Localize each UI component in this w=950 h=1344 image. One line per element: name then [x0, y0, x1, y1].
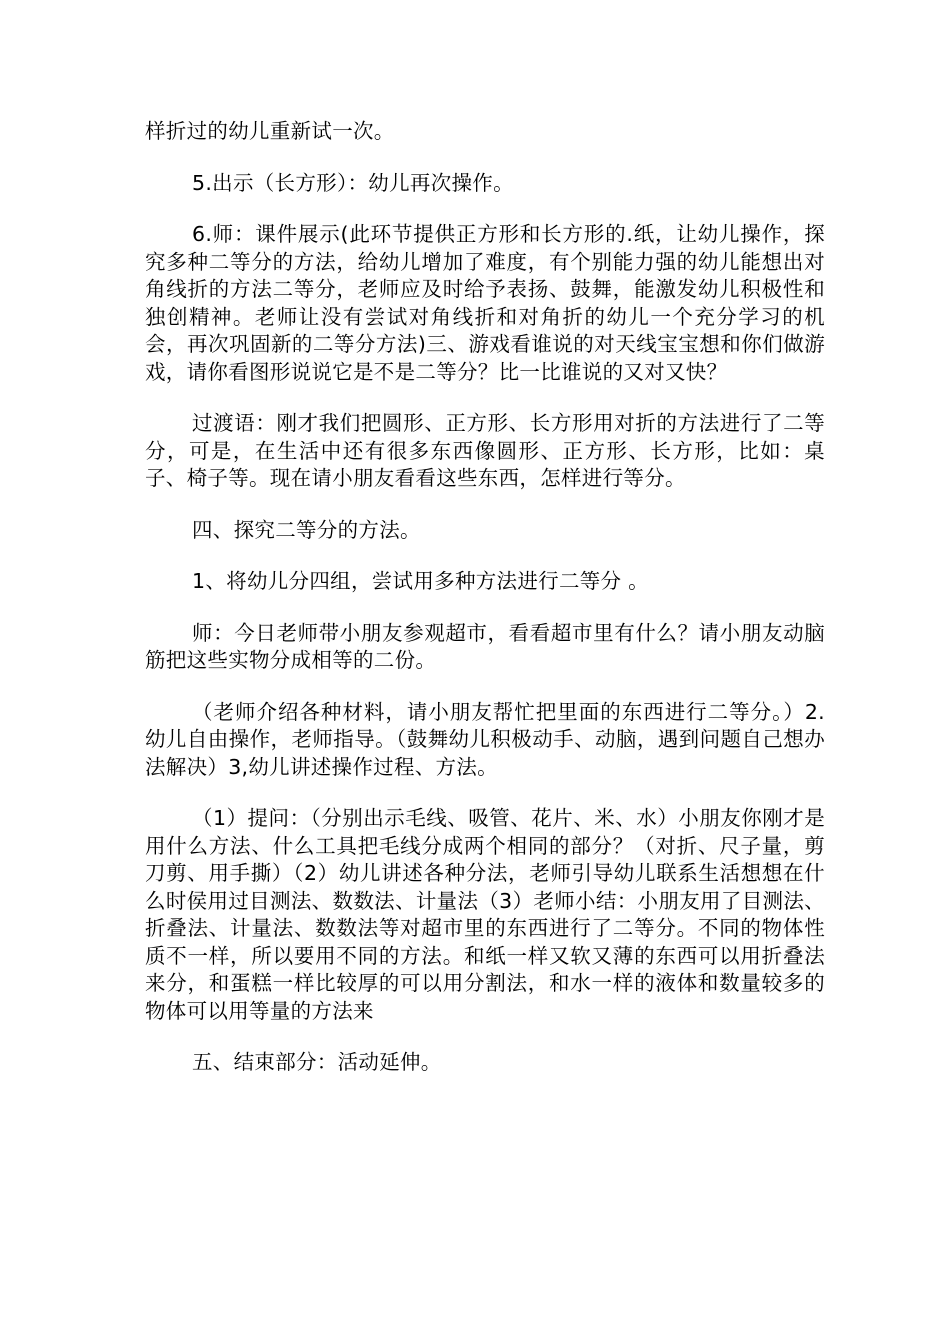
paragraph-step-5: 5.出示（长方形）：幼儿再次操作。	[192, 170, 514, 195]
paragraph-questions: （1）提问：（分别出示毛线、吸管、花片、米、水）小朋友你刚才是用什么方法、什么工具把毛线分成两个相同的部分？（对折、尺子量，剪刀剪、用手撕）（2）幼儿讲述各种分法，老师引导幼儿联系生活想想在什么时侯用过目测法、数数法、计量法（3）老师小结：小朋友用了目测法、折叠法、计量法、数数法等对超市里的东西进行了二等分。不同的物体性质不一样，所以要用不同的方法。和纸一样又软又薄的东西可以用折叠法来分，和蛋糕一样比较厚的可以用分割法，和水一样的液体和数量较多的物体可以用等量的方法来	[145, 806, 825, 1023]
section-heading-4: 四、探究二等分的方法。	[192, 517, 421, 542]
paragraph-group-task: 1、将幼儿分四组，尝试用多种方法进行二等分 。	[192, 569, 649, 593]
paragraph-transition: 过渡语：刚才我们把圆形、正方形、长方形用对折的方法进行了二等分，可是，在生活中还有很多东西像圆形、正方形、长方形，比如：桌子、椅子等。现在请小朋友看看这些东西，怎样进行等分。	[145, 411, 825, 490]
section-heading-5: 五、结束部分：活动延伸。	[192, 1050, 442, 1074]
paragraph-continuation: 样折过的幼儿重新试一次。	[145, 119, 395, 143]
paragraph-teacher-supermarket: 师：今日老师带小朋友参观超市，看看超市里有什么？请小朋友动脑筋把这些实物分成相等的二份。	[145, 620, 825, 672]
document-page	[145, 118, 825, 1101]
paragraph-materials: （老师介绍各种材料，请小朋友帮忙把里面的东西进行二等分。）2.幼儿自由操作，老师指导。（鼓舞幼儿积极动手、动脑，遇到问题自己想办法解决）3,幼儿讲述操作过程、方法。	[145, 699, 825, 779]
paragraph-step-6: 6.师：课件展示(此环节提供正方形和长方形的.纸，让幼儿操作，探究多种二等分的方法，给幼儿增加了难度，有个别能力强的幼儿能想出对角线折的方法二等分，老师应及时给予表扬、鼓舞，能激发幼儿积极性和独创精神。老师让没有尝试对角线折和对角折的幼儿一个充分学习的机会，再次巩固新的二等分方法)三、游戏看谁说的对天线宝宝想和你们做游戏，请你看图形说说它是不是二等分？比一比谁说的又对又快？	[145, 222, 825, 384]
